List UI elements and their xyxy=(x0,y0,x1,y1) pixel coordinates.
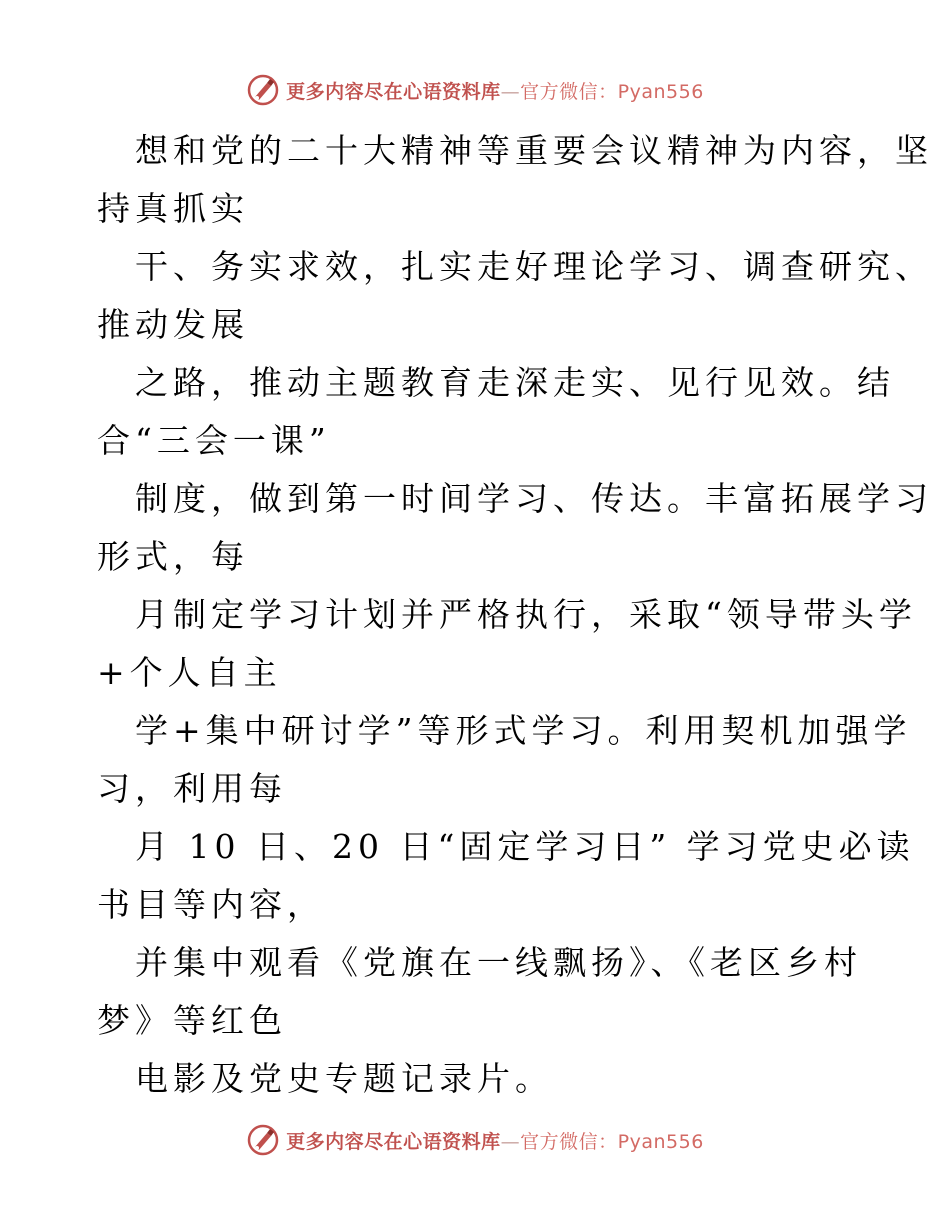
text-line: 干、务实求效，扎实走好理论学习、调查研究、 xyxy=(135,247,933,286)
watermark-separator: — xyxy=(500,1130,521,1153)
text-line: 想和党的二十大精神等重要会议精神为内容，坚 xyxy=(135,131,933,170)
watermark-separator: — xyxy=(500,80,521,103)
watermark-main: 更多内容尽在心语资料库 xyxy=(286,80,501,103)
text-line: +个人自主 xyxy=(97,653,282,692)
pen-logo-icon xyxy=(246,73,280,107)
text-line: 之路，推动主题教育走深走实、见行见效。结 xyxy=(135,363,895,402)
header-watermark xyxy=(0,68,950,112)
watermark-text xyxy=(286,1127,704,1154)
text-line: 电影及党史专题记录片。 xyxy=(135,1059,553,1098)
text-line: 持真抓实 xyxy=(97,189,249,228)
text-line: 制度，做到第一时间学习、传达。丰富拓展学习 xyxy=(135,479,933,518)
watermark-main: 更多内容尽在心语资料库 xyxy=(286,1130,501,1153)
text-line: 形式，每 xyxy=(97,537,249,576)
text-line: 书目等内容， xyxy=(97,885,325,924)
text-line: 推动发展 xyxy=(97,305,249,344)
text-line: 月 10 日、20 日“固定学习日” 学习党史必读 xyxy=(135,827,915,866)
footer-watermark xyxy=(0,1118,950,1162)
text-line: 学+集中研讨学”等形式学习。利用契机加强学 xyxy=(135,711,912,750)
text-line: 并集中观看《党旗在一线飘扬》、《老区乡村 xyxy=(135,943,862,982)
watermark-text xyxy=(286,77,704,104)
document-body xyxy=(97,122,933,1108)
text-line: 梦》等红色 xyxy=(97,1001,287,1040)
pen-logo-icon xyxy=(246,1123,280,1157)
text-line: 合“三会一课” xyxy=(97,421,331,460)
text-line: 月制定学习计划并严格执行，采取“领导带头学 xyxy=(135,595,917,634)
text-line: 习，利用每 xyxy=(97,769,287,808)
watermark-contact: 官方微信：Pyan556 xyxy=(520,80,704,103)
watermark-contact: 官方微信：Pyan556 xyxy=(520,1130,704,1153)
